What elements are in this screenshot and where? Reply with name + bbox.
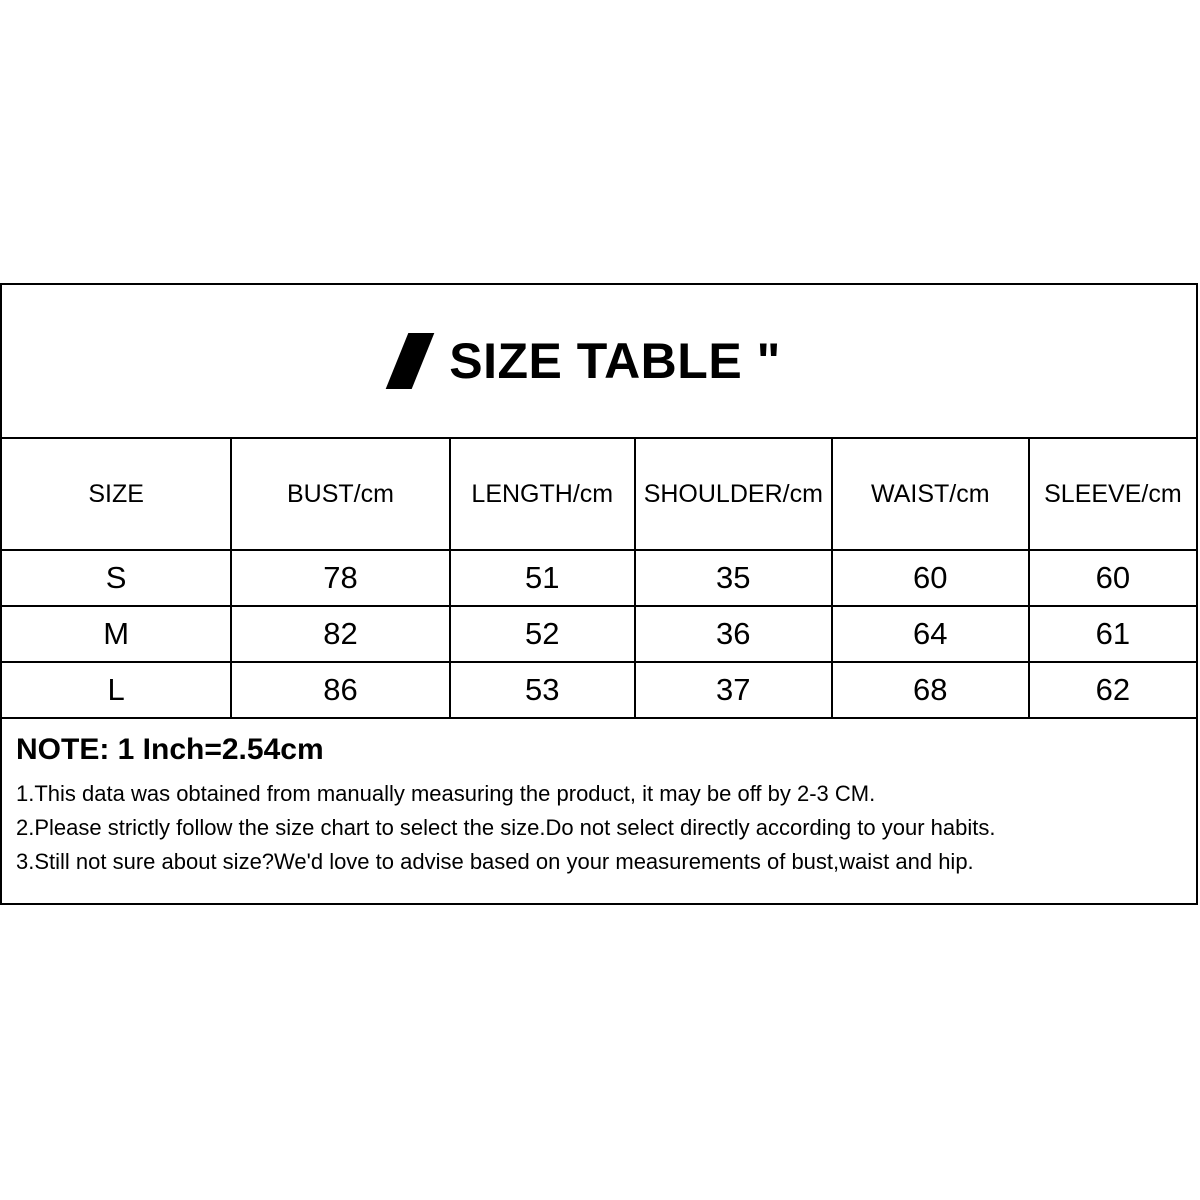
column-header-waist: WAIST/cm [832,439,1029,550]
cell-waist: 68 [832,662,1029,717]
cell-bust: 78 [231,550,450,606]
table-row [2,606,1196,662]
column-header-size: SIZE [2,439,231,550]
column-header-sleeve: SLEEVE/cm [1029,439,1196,550]
cell-length: 53 [450,662,635,717]
note-line-2: 2.Please strictly follow the size chart to select the size.Do not select directly according to your habits. [16,814,996,840]
size-table-card [0,283,1198,905]
note-heading: NOTE: 1 Inch=2.54cm [16,733,324,766]
cell-size: M [2,606,231,662]
cell-shoulder: 36 [635,606,832,662]
note-line-3: 3.Still not sure about size?We'd love to advise based on your measurements of bust,waist and hip. [16,848,974,874]
cell-sleeve: 62 [1029,662,1196,717]
note-line-1: 1.This data was obtained from manually measuring the product, it may be off by 2-3 CM. [16,780,876,806]
cell-size: L [2,662,231,717]
table-row [2,550,1196,606]
cell-shoulder: 35 [635,550,832,606]
table-row [2,662,1196,717]
column-header-bust: BUST/cm [231,439,450,550]
column-header-shoulder: SHOULDER/cm [635,439,832,550]
note-block [2,717,1196,903]
size-table-header [2,285,1196,439]
cell-bust: 86 [231,662,450,717]
cell-waist: 64 [832,606,1029,662]
cell-waist: 60 [832,550,1029,606]
size-measurements-table [2,439,1196,717]
cell-length: 51 [450,550,635,606]
cell-sleeve: 60 [1029,550,1196,606]
cell-shoulder: 37 [635,662,832,717]
cell-length: 52 [450,606,635,662]
diagonal-slash-icon [386,333,435,389]
cell-bust: 82 [231,606,450,662]
cell-size: S [2,550,231,606]
cell-sleeve: 61 [1029,606,1196,662]
table-header-row [2,439,1196,550]
column-header-length: LENGTH/cm [450,439,635,550]
page-title: SIZE TABLE " [449,333,781,389]
